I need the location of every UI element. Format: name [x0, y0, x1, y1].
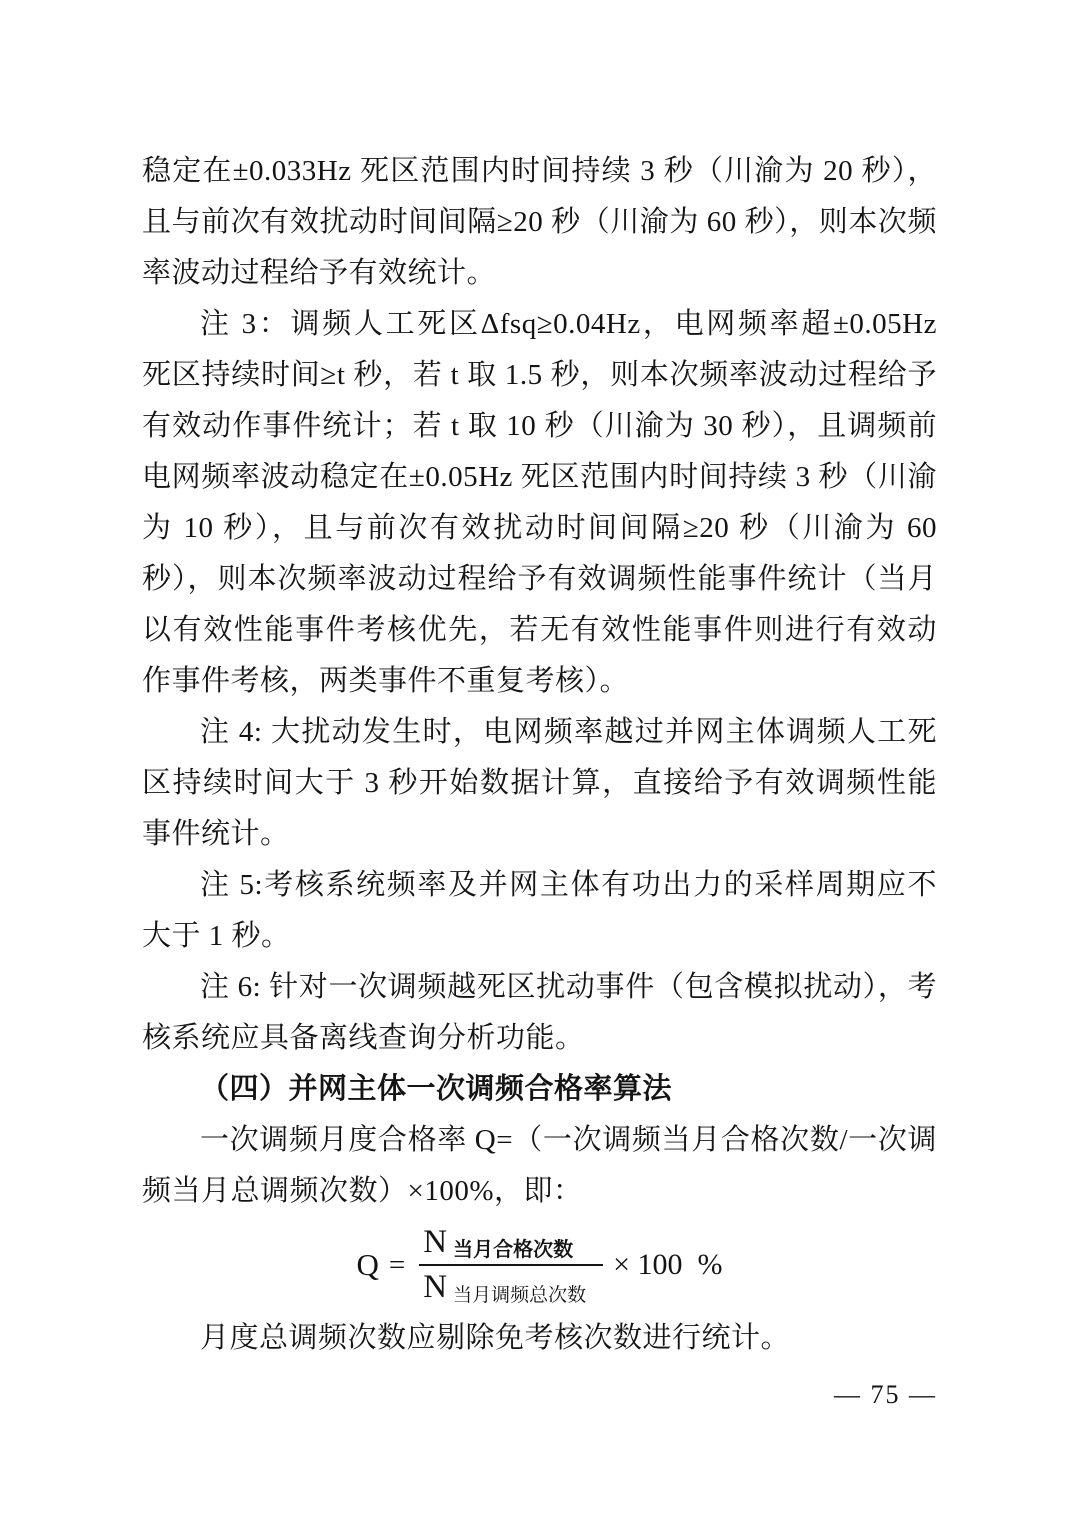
formula-denominator-symbol: N	[423, 1269, 448, 1305]
page-number: — 75 —	[834, 1380, 937, 1409]
formula-numerator-symbol: N	[423, 1224, 448, 1260]
formula-equals-sign: =	[388, 1248, 406, 1281]
body-paragraph-passrate: 一次调频月度合格率 Q=（一次调频当月合格次数/一次调频当月总调频次数）×100%，即：	[142, 1124, 937, 1207]
formula-numerator-subscript: 当月合格次数	[453, 1239, 574, 1261]
body-paragraph: 稳定在±0.033Hz 死区范围内时间持续 3 秒（川渝为 20 秒），且与前次有效扰动时间间隔≥20 秒（川渝为 60 秒），则本次频率波动过程给予有效统计。	[142, 155, 937, 289]
body-paragraph-note3: 注 3：调频人工死区Δfsq≥0.04Hz，电网频率超±0.05Hz 死区持续时间≥t 秒，若 t 取 1.5 秒，则本次频率波动过程给予有效动作事件统计；若 t 取 10 秒（川渝为 30 秒），且调频前电网频率波动稳定在±0.05Hz 死区范围内时间持续 3 秒（川渝为 10 秒），且与前次有效扰动时间间隔≥20 秒（川渝为 60 秒），则本次频率波动过程给予有效调频性能事件统计（当月以有效性能事件考核优先，若无有效性能事件则进行有效动作事件考核，两类事件不重复考核）。	[142, 308, 937, 697]
formula-denominator-subscript: 当月调频总次数	[453, 1285, 587, 1306]
formula-fraction	[419, 1224, 603, 1306]
formula-multiplier: × 100 %	[613, 1248, 723, 1281]
body-paragraph-note4: 注 4: 大扰动发生时，电网频率越过并网主体调频人工死区持续时间大于 3 秒开始数据计算，直接给予有效调频性能事件统计。	[142, 716, 937, 850]
body-paragraph-note6: 注 6: 针对一次调频越死区扰动事件（包含模拟扰动），考核系统应具备离线查询分析功能。	[142, 971, 937, 1054]
body-paragraph-note5: 注 5:考核系统频率及并网主体有功出力的采样周期应不大于 1 秒。	[142, 869, 937, 952]
formula-lhs: Q	[356, 1247, 379, 1282]
formula-denominator	[419, 1266, 586, 1306]
body-paragraph-closing: 月度总调频次数应剔除免考核次数进行统计。	[200, 1322, 791, 1354]
formula-pass-rate	[142, 1217, 937, 1313]
formula-numerator	[419, 1224, 603, 1266]
section-heading: （四）并网主体一次调频合格率算法	[200, 1073, 673, 1105]
